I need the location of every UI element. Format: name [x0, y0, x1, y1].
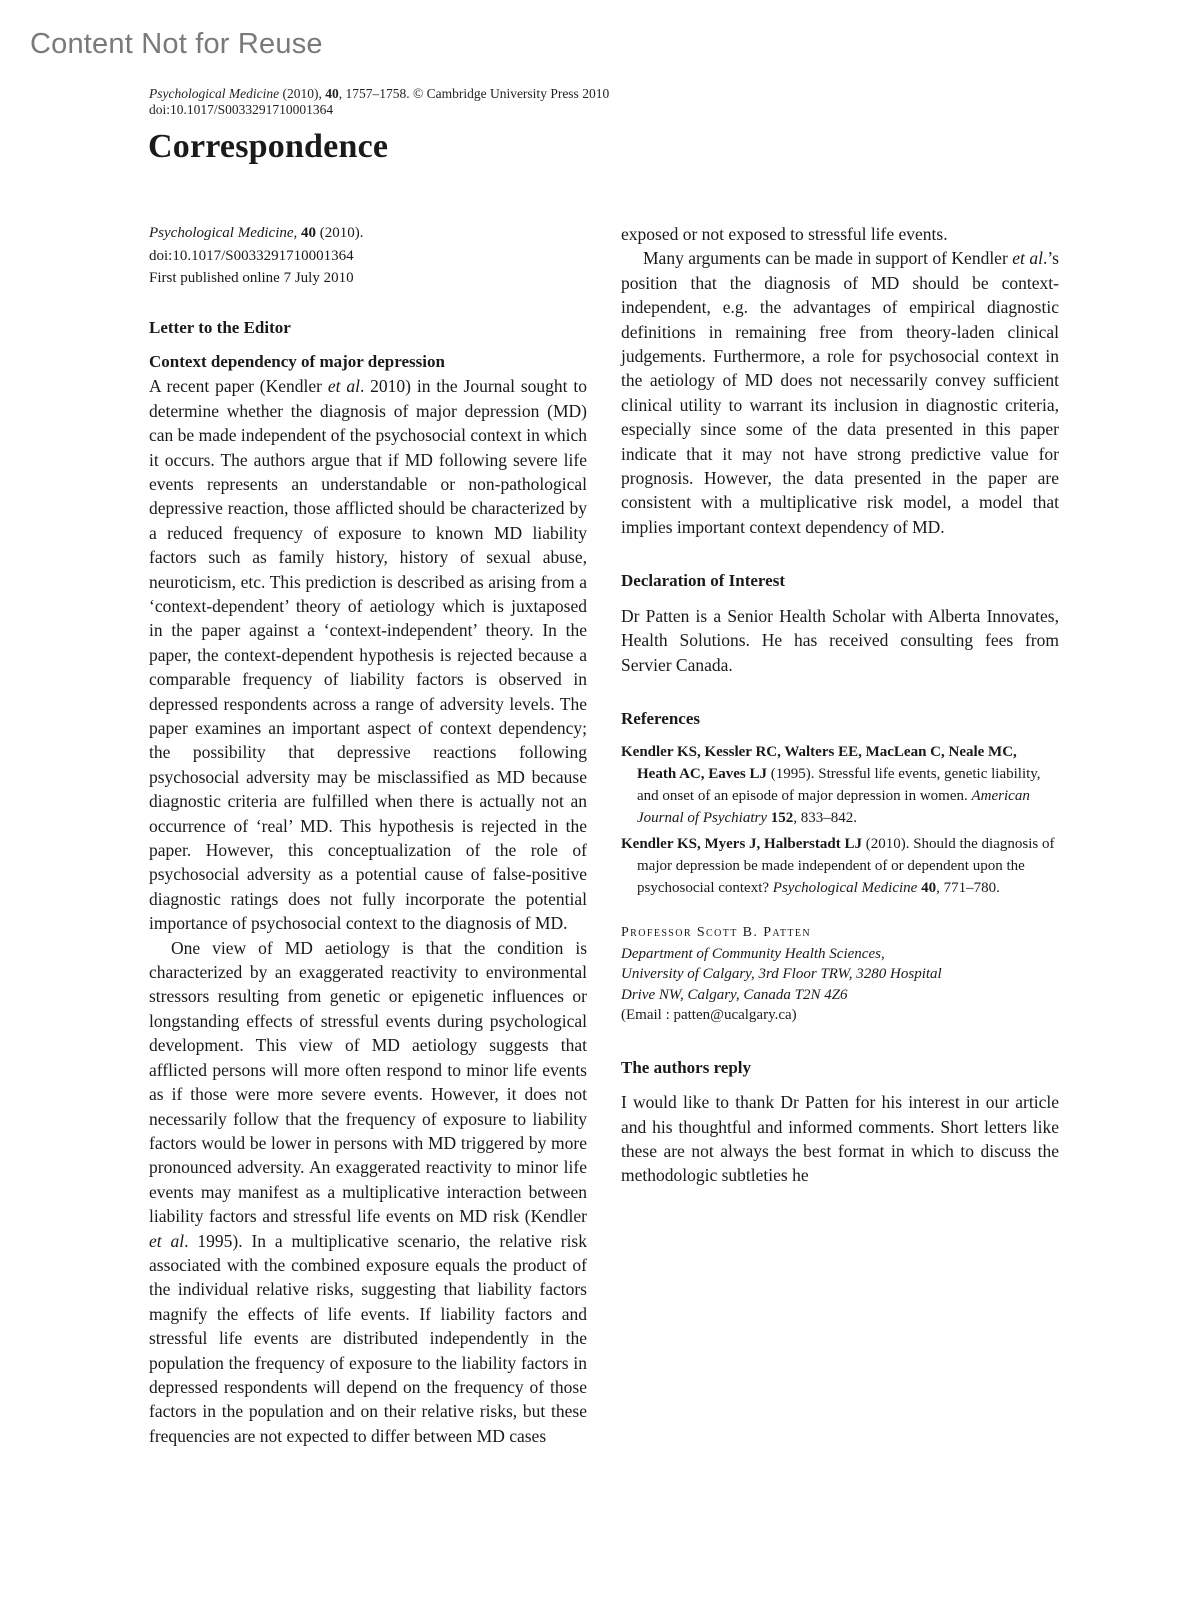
- p3-etal: et al: [1012, 248, 1043, 269]
- ref-title: (1995). Stressful life events, genetic liability, and onset of an episode of major depression in women.: [637, 766, 1041, 805]
- author-affiliation-3: Drive NW, Calgary, Canada T2N 4Z6: [621, 986, 848, 1003]
- declaration-text: Dr Patten is a Senior Health Scholar with Alberta Innovates, Health Solutions. He has received consulting fees from Servier Canada.: [621, 605, 1059, 675]
- meta-journal: Psychological Medicine: [149, 225, 294, 241]
- references-list: [621, 741, 1059, 899]
- p2-text-a: One view of MD aetiology is that the condition is characterized by an exaggerated reactivity to environmental stressors resulting from genetic or epigenetic influences or longstanding effects of stressful events during psychological development. This view of MD aetiology suggests that afflicted persons will more often respond to minor life events as if those were more severe events. However, it does not necessarily follow that the frequency of exposure to liability factors would be lower in persons with MD triggered by more pronounced adversity. An exaggerated reactivity to minor life events may manifest as a multiplicative interaction between liability factors and stressful life events on MD risk (Kendler: [149, 937, 587, 1227]
- header-pages-copyright: , 1757–1758. © Cambridge University Press 2010: [338, 86, 610, 101]
- letter-paragraph-2: [149, 936, 587, 1449]
- reply-heading: The authors reply: [621, 1057, 752, 1077]
- right-column: [621, 222, 1059, 1188]
- ref-journal: American Journal of Psychiatry: [637, 788, 1030, 827]
- meta-sep: ,: [293, 225, 302, 241]
- letter-title: Context dependency of major depression: [149, 351, 445, 371]
- ref-volume: 152: [770, 810, 794, 827]
- letter-paragraph-1: [149, 374, 587, 935]
- author-affiliation-2: University of Calgary, 3rd Floor TRW, 3280 Hospital: [621, 966, 942, 983]
- letter-paragraph-2-continued: exposed or not exposed to stressful life events.: [621, 224, 948, 244]
- journal-citation-line: [149, 86, 609, 102]
- page-title: Correspondence: [148, 128, 389, 165]
- left-column: [149, 222, 587, 1448]
- author-block: [621, 923, 1059, 1026]
- ref-journal: Psychological Medicine: [772, 880, 918, 897]
- ref-pages: , 833–842.: [793, 810, 857, 827]
- header-doi: doi:10.1017/S0033291710001364: [149, 102, 334, 117]
- meta-volume: 40: [301, 225, 317, 241]
- header-journal-name: Psychological Medicine: [149, 86, 280, 101]
- ref-title: (2010). Should the diagnosis of major depression be made independent of or dependent upon the psychosocial context?: [637, 836, 1055, 897]
- ref-authors: Kendler KS, Myers J, Halberstadt LJ: [621, 836, 862, 853]
- header-year: (2010),: [279, 86, 326, 101]
- letter-paragraph-3: [621, 246, 1059, 539]
- reference-item: [621, 833, 1059, 899]
- p1-etal: et al: [327, 376, 360, 397]
- meta-published: First published online 7 July 2010: [149, 270, 354, 286]
- watermark: Content Not for Reuse: [30, 28, 323, 60]
- journal-citation-header: [149, 86, 609, 118]
- author-affiliation-1: Department of Community Health Sciences,: [621, 945, 885, 962]
- p3-text-a: Many arguments can be made in support of Kendler: [643, 248, 1013, 269]
- letter-metadata: [149, 222, 587, 290]
- reference-item: [621, 741, 1059, 829]
- meta-doi: doi:10.1017/S0033291710001364: [149, 247, 354, 264]
- p1-text-b: . 2010) in the Journal sought to determine whether the diagnosis of major depression (MD) can be made independent of the psychosocial context in which it occurs. The authors argue that if MD following severe life events represents an understandable or non-pathological depressive reaction, those afflicted should be characterized by a reduced frequency of exposure to known MD liability factors such as family history, history of sexual abuse, neuroticism, etc. This prediction is described as arising from a ‘context-dependent’ theory of aetiology which is juxtaposed in the paper against a ‘context-independent’ theory. In the paper, the context-dependent hypothesis is rejected because a comparable frequency of liability factors is observed in depressed respondents across a range of adversity levels. The paper examines an important aspect of context dependency; the possibility that depressive reactions following psychosocial adversity may be misclassified as MD because diagnostic criteria are fulfilled when there is actually not an occurrence of ‘real’ MD. This hypothesis is rejected in the paper. However, this conceptualization of the role of psychosocial adversity as a potential cause of false-positive diagnostic ratings does not fully incorporate the potential importance of psychosocial context to the diagnosis of MD.: [149, 376, 587, 934]
- p2-etal: et al: [149, 1230, 185, 1251]
- references-heading: References: [621, 708, 700, 728]
- p2-text-b: . 1995). In a multiplicative scenario, the relative risk associated with the combined exposure equals the product of the individual relative risks, suggesting that liability factors magnify the effects of life events. If liability factors and stressful life events are distributed independently in the population the frequency of exposure to the liability factors in depressed respondents will depend on the frequency of those factors in the population and on their relative risks, but these frequencies are not expected to differ between MD cases: [149, 1230, 587, 1446]
- p3-text-b: .’s position that the diagnosis of MD should be context-independent, e.g. the advantages of empirical diagnostic definitions in remaining free from theory-laden clinical judgements. Furthermore, a role for psychosocial context in the aetiology of MD does not necessarily convey sufficient clinical utility to warrant its inclusion in diagnostic criteria, especially since some of the data presented in this paper indicate that it may not have strong predictive value for prognosis. However, the data presented in the paper are consistent with a multiplicative risk model, a model that implies important context dependency of MD.: [621, 248, 1059, 537]
- letter-heading: Letter to the Editor: [149, 317, 291, 337]
- meta-year: (2010).: [316, 225, 364, 241]
- author-name: Professor Scott B. Patten: [621, 925, 812, 941]
- ref-pages: , 771–780.: [936, 880, 1000, 897]
- reply-text: I would like to thank Dr Patten for his interest in our article and his thoughtful and informed comments. Short letters like these are not always the best format in which to discuss the methodologic subtleties he: [621, 1092, 1059, 1186]
- ref-authors: Kendler KS, Kessler RC, Walters EE, MacLean C, Neale MC, Heath AC, Eaves LJ: [621, 744, 1017, 783]
- ref-volume: 40: [921, 880, 937, 897]
- p1-text-a: A recent paper (Kendler: [149, 376, 328, 397]
- meta-citation: [149, 222, 587, 245]
- declaration-heading: Declaration of Interest: [621, 571, 785, 591]
- author-email: (Email : patten@ucalgary.ca): [621, 1007, 797, 1024]
- header-volume: 40: [325, 86, 339, 101]
